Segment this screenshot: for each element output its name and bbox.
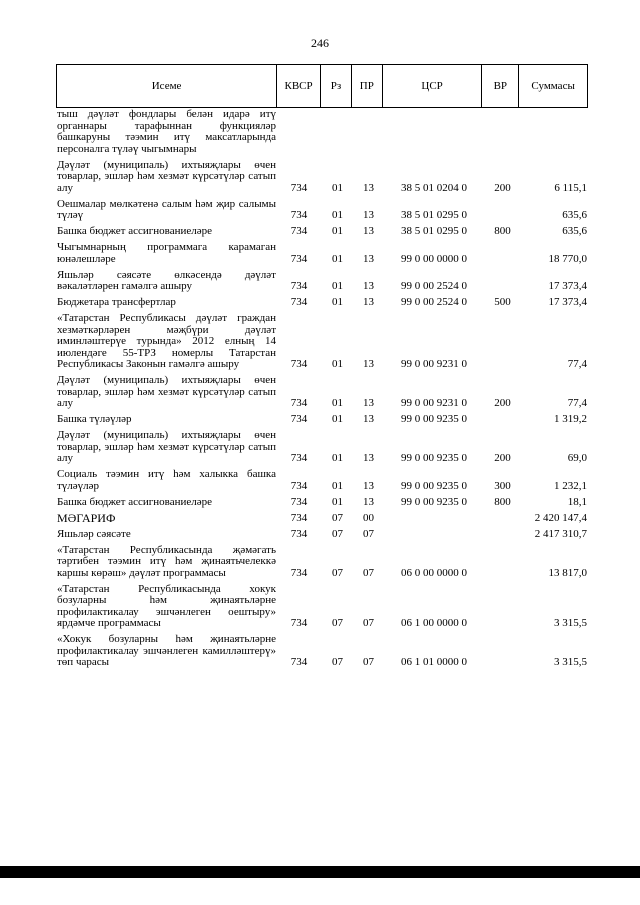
table-row <box>57 109 587 155</box>
row-pr: 13 <box>363 252 374 265</box>
row-kvsr: 734 <box>290 413 308 425</box>
table-row <box>57 270 587 293</box>
row-kvsr: 734 <box>290 181 308 194</box>
row-name: Бюджетара трансфертлар <box>57 296 176 308</box>
row-kvsr: 734 <box>290 527 308 540</box>
row-sum: 17 373,4 <box>548 296 587 308</box>
table-row <box>57 497 587 509</box>
table-row <box>57 313 587 371</box>
row-csr: 06 0 00 0000 0 <box>401 566 467 579</box>
row-sum: 18,1 <box>567 495 587 508</box>
row-pr: 07 <box>363 527 374 540</box>
row-sum: 77,4 <box>567 397 587 409</box>
row-csr: 99 0 00 2524 0 <box>401 296 467 308</box>
row-sum: 69,0 <box>567 452 587 464</box>
row-name: Яшьләр сәясәте өлкәсендә дәүләт вәкаләтләрен гамәлгә ашыру <box>57 268 276 292</box>
table-row <box>57 469 587 492</box>
row-rz: 07 <box>332 566 343 579</box>
row-kvsr: 734 <box>290 511 308 524</box>
row-csr: 99 0 00 0000 0 <box>401 252 467 265</box>
row-name: Социаль тәэмин итү һәм халыкка башка түләүләр <box>57 468 276 492</box>
row-pr: 13 <box>363 209 374 221</box>
row-csr: 06 1 00 0000 0 <box>401 617 467 629</box>
row-name: Башка бюджет ассигнованиеләре <box>57 495 212 508</box>
row-csr: 99 0 00 9235 0 <box>401 452 467 464</box>
table-row <box>57 430 587 465</box>
table-row <box>57 199 587 222</box>
row-csr: 06 1 01 0000 0 <box>401 656 467 668</box>
row-kvsr: 734 <box>290 252 308 265</box>
row-pr: 13 <box>363 413 374 425</box>
row-pr: 07 <box>363 656 374 668</box>
row-name: Оешмалар мөлкәтенә салым һәм җир салымы түләү <box>57 197 276 221</box>
row-vr: 800 <box>494 225 511 237</box>
row-kvsr: 734 <box>290 566 308 579</box>
row-rz: 01 <box>332 181 343 194</box>
row-name: Яшьләр сәясәте <box>57 527 131 540</box>
row-sum: 18 770,0 <box>548 252 587 265</box>
column-header-kvsr: КВСР <box>277 65 321 107</box>
row-rz: 07 <box>332 656 343 668</box>
row-rz: 01 <box>332 452 343 464</box>
row-rz: 07 <box>332 527 343 540</box>
row-name: «Татарстан Республикасында җәмәгать тәртибен тәэмин итү һәм җинаятьчелеккә каршы көрәш» дәүләт программасы <box>57 543 276 579</box>
row-pr: 00 <box>363 511 374 524</box>
table-row <box>57 414 587 426</box>
table-header <box>56 64 588 108</box>
row-kvsr: 734 <box>290 209 308 221</box>
row-name: «Хокук бозуларны һәм җинаятьләрне профилактикалау эшчәнлеген камилләштерү» төп чарасы <box>57 633 276 668</box>
row-name: Чыгымнарның программага карамаган юнәлешләре <box>57 241 276 265</box>
row-kvsr: 734 <box>290 296 308 308</box>
row-rz: 01 <box>332 479 343 492</box>
row-vr: 200 <box>494 397 511 409</box>
scan-edge-bar <box>0 866 640 878</box>
row-name: «Татарстан Республикасында хокук бозуларны һәм җинаятьләрне профилактикалау эшчәнлеген оештыру» ярдәмче программасы <box>57 582 276 629</box>
row-rz: 07 <box>332 511 343 524</box>
row-rz: 01 <box>332 358 343 370</box>
column-header-vr: ВР <box>482 65 519 107</box>
row-sum: 77,4 <box>567 358 587 370</box>
row-rz: 01 <box>332 280 343 292</box>
row-name: Башка бюджет ассигнованиеләре <box>57 225 212 237</box>
column-header-csr: ЦСР <box>383 65 483 107</box>
row-pr: 13 <box>363 181 374 194</box>
row-pr: 13 <box>363 452 374 464</box>
row-csr: 99 0 00 2524 0 <box>401 280 467 292</box>
row-sum: 635,6 <box>562 225 587 237</box>
row-sum: 2 417 310,7 <box>534 527 587 540</box>
row-csr: 99 0 00 9235 0 <box>401 495 467 508</box>
row-name: Башка түләүләр <box>57 413 132 425</box>
table-row <box>57 160 587 195</box>
column-header-pr: ПР <box>352 65 383 107</box>
row-sum: 635,6 <box>562 209 587 221</box>
column-header-name: Исеме <box>57 65 277 107</box>
row-csr: 38 5 01 0295 0 <box>401 209 467 221</box>
row-kvsr: 734 <box>290 479 308 492</box>
row-kvsr: 734 <box>290 495 308 508</box>
row-vr: 800 <box>494 495 511 508</box>
table-row <box>57 545 587 580</box>
row-name: Дәүләт (муниципаль) ихтыяҗлары өчен товарлар, эшләр һәм хезмәт күрсәтүләр сатып алу <box>57 429 276 464</box>
row-sum: 3 315,5 <box>554 617 587 629</box>
row-pr: 13 <box>363 225 374 237</box>
row-csr: 99 0 00 9235 0 <box>401 413 467 425</box>
row-sum: 13 817,0 <box>548 566 587 579</box>
table-row <box>57 510 587 525</box>
table-row <box>57 634 587 669</box>
row-pr: 07 <box>363 617 374 629</box>
row-vr: 200 <box>494 181 511 194</box>
row-name: Дәүләт (муниципаль) ихтыяҗлары өчен товарлар, эшләр һәм хезмәт күрсәтүләр сатып алу <box>57 158 276 194</box>
row-kvsr: 734 <box>290 397 308 409</box>
row-csr: 38 5 01 0295 0 <box>401 225 467 237</box>
row-rz: 01 <box>332 209 343 221</box>
row-sum: 1 232,1 <box>554 479 587 492</box>
row-kvsr: 734 <box>290 452 308 464</box>
row-sum: 6 115,1 <box>554 181 587 194</box>
row-csr: 99 0 00 9231 0 <box>401 358 467 370</box>
row-pr: 13 <box>363 479 374 492</box>
table-row <box>57 297 587 309</box>
row-name: МӘГАРИФ <box>57 510 116 525</box>
table-row <box>57 529 587 541</box>
row-kvsr: 734 <box>290 617 308 629</box>
row-name: «Татарстан Республикасы дәүләт граждан хезмәткәрләрен мәҗбүри дәүләт иминләштерүе турында» 2012 елның 14 июлендәге 55-ТРЗ номерлы Татарстан Республикасы Законын гамәлгә ашыру <box>57 312 276 370</box>
column-header-rz: Рз <box>321 65 352 107</box>
table-row <box>57 226 587 238</box>
row-name: тыш дәүләт фондлары белән идарә итү органнары тарафыннан функцияләр башкаруны тәэмин итү максатларында персоналга түләү чыгымнары <box>57 108 276 155</box>
table-row <box>57 584 587 630</box>
row-sum: 2 420 147,4 <box>534 511 587 524</box>
row-pr: 13 <box>363 495 374 508</box>
row-csr: 99 0 00 9231 0 <box>401 397 467 409</box>
row-name: Дәүләт (муниципаль) ихтыяҗлары өчен товарлар, эшләр һәм хезмәт күрсәтүләр сатып алу <box>57 374 276 409</box>
row-sum: 3 315,5 <box>554 656 587 668</box>
row-kvsr: 734 <box>290 358 308 370</box>
table-row <box>57 375 587 410</box>
row-rz: 01 <box>332 495 343 508</box>
row-pr: 13 <box>363 280 374 292</box>
row-vr: 200 <box>494 452 511 464</box>
row-pr: 13 <box>363 397 374 409</box>
row-rz: 01 <box>332 252 343 265</box>
table-row <box>57 242 587 265</box>
page-number: 246 <box>311 36 329 50</box>
row-vr: 300 <box>494 479 511 492</box>
row-rz: 01 <box>332 397 343 409</box>
table-body <box>57 109 587 673</box>
row-pr: 13 <box>363 358 374 370</box>
row-kvsr: 734 <box>290 280 308 292</box>
column-header-sum: Суммасы <box>531 80 575 92</box>
row-rz: 01 <box>332 296 343 308</box>
row-kvsr: 734 <box>290 656 308 668</box>
row-vr: 500 <box>494 296 511 308</box>
row-rz: 01 <box>332 225 343 237</box>
row-rz: 01 <box>332 413 343 425</box>
row-csr: 38 5 01 0204 0 <box>401 181 467 194</box>
row-rz: 07 <box>332 617 343 629</box>
row-csr: 99 0 00 9235 0 <box>401 479 467 492</box>
row-pr: 07 <box>363 566 374 579</box>
row-kvsr: 734 <box>290 225 308 237</box>
row-pr: 13 <box>363 296 374 308</box>
row-sum: 17 373,4 <box>548 280 587 292</box>
row-sum: 1 319,2 <box>554 413 587 425</box>
